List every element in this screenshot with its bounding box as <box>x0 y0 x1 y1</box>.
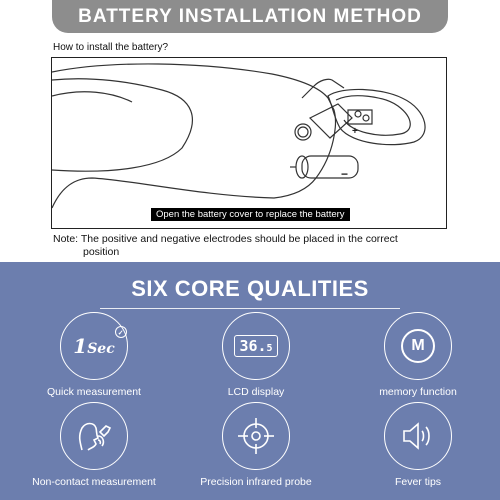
battery-plus-sign: + <box>352 126 358 137</box>
quality-lcd-display <box>181 312 331 398</box>
quality-label: Precision infrared probe <box>200 476 312 488</box>
crosshair-icon <box>222 402 290 470</box>
note-text-line1: The positive and negative electrodes should be placed in the correct <box>80 233 398 245</box>
quality-fever-tips <box>343 402 493 488</box>
quality-precision-probe <box>181 402 331 488</box>
quality-quick-measurement <box>19 312 169 398</box>
quality-label: Quick measurement <box>47 386 141 398</box>
qualities-title: SIX CORE QUALITIES <box>131 276 369 301</box>
note-label: Note: <box>53 233 79 245</box>
speaker-icon <box>384 402 452 470</box>
qualities-section <box>0 262 500 500</box>
quality-label: memory function <box>379 386 457 398</box>
title-divider <box>100 308 400 309</box>
quality-label: Fever tips <box>394 476 442 488</box>
quality-non-contact <box>19 402 169 488</box>
thermometer-drawing <box>52 58 447 229</box>
note-text-line2: position <box>83 245 120 258</box>
quality-memory-function <box>343 312 493 398</box>
lcd-display-icon: 36.5 <box>222 312 290 380</box>
install-question: How to install the battery? <box>53 42 169 53</box>
battery-minus-sign: − <box>341 167 349 181</box>
header-banner <box>52 0 448 33</box>
quality-label: LCD display <box>227 386 285 398</box>
quality-label: Non-contact measurement <box>32 476 156 488</box>
illustration-caption: Open the battery cover to replace the battery <box>151 208 350 221</box>
installation-note <box>53 233 453 258</box>
non-contact-icon <box>60 402 128 470</box>
battery-illustration <box>51 57 447 229</box>
page-title: BATTERY INSTALLATION METHOD <box>78 5 422 27</box>
one-second-icon: 1Sec ✓ <box>60 312 128 380</box>
memory-icon: M <box>384 312 452 380</box>
